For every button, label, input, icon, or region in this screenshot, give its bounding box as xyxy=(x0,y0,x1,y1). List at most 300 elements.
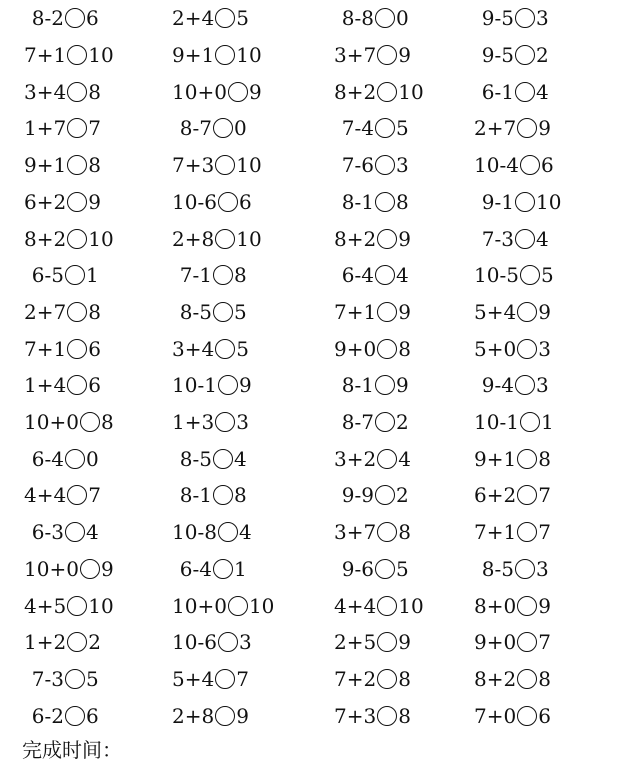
expression: 6+2 xyxy=(24,189,67,214)
comparison-problem xyxy=(172,0,322,37)
answer-circle[interactable] xyxy=(517,596,537,616)
comparison-problem xyxy=(172,367,322,404)
compare-number: 9 xyxy=(398,43,411,68)
comparison-problem xyxy=(172,587,322,624)
expression: 2+8 xyxy=(172,703,215,728)
answer-circle[interactable] xyxy=(520,265,540,285)
compare-number: 8 xyxy=(100,410,114,435)
expression: 9+0 xyxy=(334,336,377,361)
comparison-problem xyxy=(24,110,164,147)
expression: 10-4 xyxy=(474,153,519,178)
compare-number: 6 xyxy=(88,336,101,361)
answer-circle[interactable] xyxy=(377,669,397,689)
answer-circle[interactable] xyxy=(213,449,233,469)
comparison-problem xyxy=(474,147,614,184)
expression: 8-2 xyxy=(31,6,64,31)
answer-circle[interactable] xyxy=(228,82,248,102)
comparison-problem xyxy=(172,184,322,221)
expression: 7+3 xyxy=(334,703,377,728)
expression: 8-5 xyxy=(179,446,212,471)
comparison-problem xyxy=(474,37,614,74)
answer-circle[interactable] xyxy=(213,302,233,322)
comparison-problem xyxy=(334,440,474,477)
comparison-problem xyxy=(24,257,164,294)
comparison-problem xyxy=(24,367,164,404)
comparison-problem xyxy=(172,624,322,661)
comparison-problem xyxy=(172,37,322,74)
answer-circle[interactable] xyxy=(377,339,397,359)
answer-circle[interactable] xyxy=(67,302,87,322)
answer-circle[interactable] xyxy=(375,118,395,138)
answer-circle[interactable] xyxy=(377,302,397,322)
expression: 6-4 xyxy=(31,446,64,471)
answer-circle[interactable] xyxy=(520,412,540,432)
comparison-problem xyxy=(334,330,474,367)
answer-circle[interactable] xyxy=(213,485,233,505)
answer-circle[interactable] xyxy=(377,82,397,102)
expression: 3+7 xyxy=(334,520,377,545)
comparison-problem xyxy=(172,147,322,184)
answer-circle[interactable] xyxy=(377,449,397,469)
expression: 7+1 xyxy=(334,299,377,324)
answer-circle[interactable] xyxy=(67,229,87,249)
expression: 8-7 xyxy=(179,116,212,141)
expression: 2+5 xyxy=(334,630,377,655)
answer-circle[interactable] xyxy=(377,229,397,249)
expression: 6-3 xyxy=(31,520,64,545)
answer-circle[interactable] xyxy=(67,118,87,138)
answer-circle[interactable] xyxy=(377,522,397,542)
answer-circle[interactable] xyxy=(213,265,233,285)
expression: 9-5 xyxy=(481,43,514,68)
compare-number: 5 xyxy=(236,6,249,31)
answer-circle[interactable] xyxy=(375,155,395,175)
expression: 7-3 xyxy=(31,666,64,691)
expression: 6-1 xyxy=(481,79,514,104)
answer-circle[interactable] xyxy=(517,706,537,726)
comparison-problem xyxy=(172,404,322,441)
expression: 3+2 xyxy=(334,446,377,471)
expression: 10+0 xyxy=(172,593,227,618)
answer-circle[interactable] xyxy=(375,412,395,432)
expression: 8-1 xyxy=(341,189,374,214)
compare-number: 0 xyxy=(396,6,409,31)
comparison-problem xyxy=(172,257,322,294)
compare-number: 2 xyxy=(88,630,101,655)
expression: 7+0 xyxy=(474,703,517,728)
expression: 8-7 xyxy=(341,410,374,435)
expression: 4+5 xyxy=(24,593,67,618)
comparison-problem xyxy=(474,477,614,514)
answer-circle[interactable] xyxy=(375,192,395,212)
expression: 7+1 xyxy=(24,43,67,68)
expression: 8+2 xyxy=(24,226,67,251)
comparison-problem xyxy=(24,551,164,588)
compare-number: 9 xyxy=(538,299,551,324)
expression: 6+2 xyxy=(474,483,517,508)
problem-row xyxy=(0,440,620,477)
comparison-problem xyxy=(24,440,164,477)
comparison-problem xyxy=(334,404,474,441)
compare-number: 5 xyxy=(396,116,409,141)
comparison-problem xyxy=(334,367,474,404)
expression: 7-6 xyxy=(341,153,374,178)
comparison-problem xyxy=(24,73,164,110)
comparison-problem xyxy=(334,257,474,294)
compare-number: 7 xyxy=(88,116,101,141)
expression: 1+7 xyxy=(24,116,67,141)
comparison-problem xyxy=(172,697,322,734)
expression: 8-5 xyxy=(481,556,514,581)
problem-row xyxy=(0,551,620,588)
problem-row xyxy=(0,110,620,147)
compare-number: 3 xyxy=(396,153,409,178)
expression: 7-1 xyxy=(179,263,212,288)
answer-circle[interactable] xyxy=(67,596,87,616)
problem-row xyxy=(0,514,620,551)
compare-number: 2 xyxy=(396,483,409,508)
compare-number: 9 xyxy=(538,593,551,618)
expression: 2+4 xyxy=(172,6,215,31)
compare-number: 6 xyxy=(238,189,252,214)
expression: 4+4 xyxy=(24,483,67,508)
answer-circle[interactable] xyxy=(65,669,85,689)
comparison-problem xyxy=(474,514,614,551)
compare-number: 8 xyxy=(538,446,551,471)
expression: 9+1 xyxy=(474,446,517,471)
comparison-problem xyxy=(172,514,322,551)
comparison-problem xyxy=(24,661,164,698)
compare-number: 4 xyxy=(398,446,411,471)
expression: 10+0 xyxy=(172,79,227,104)
answer-circle[interactable] xyxy=(515,82,535,102)
compare-number: 7 xyxy=(236,666,249,691)
compare-number: 10 xyxy=(398,79,424,104)
comparison-problem xyxy=(334,514,474,551)
expression: 6-4 xyxy=(179,556,212,581)
expression: 7+1 xyxy=(24,336,67,361)
answer-circle[interactable] xyxy=(517,522,537,542)
compare-number: 3 xyxy=(238,630,252,655)
expression: 2+7 xyxy=(474,116,517,141)
compare-number: 0 xyxy=(86,446,99,471)
expression: 10-1 xyxy=(172,373,217,398)
answer-circle[interactable] xyxy=(517,632,537,652)
compare-number: 10 xyxy=(88,593,114,618)
comparison-problem xyxy=(24,330,164,367)
problem-row xyxy=(0,37,620,74)
answer-circle[interactable] xyxy=(515,375,535,395)
compare-number: 8 xyxy=(398,336,411,361)
answer-circle[interactable] xyxy=(377,706,397,726)
answer-circle[interactable] xyxy=(215,229,235,249)
expression: 5+0 xyxy=(474,336,517,361)
expression: 10+0 xyxy=(24,410,79,435)
answer-circle[interactable] xyxy=(375,485,395,505)
answer-circle[interactable] xyxy=(517,302,537,322)
comparison-problem xyxy=(334,477,474,514)
expression: 7-4 xyxy=(341,116,374,141)
expression: 9-4 xyxy=(481,373,514,398)
comparison-problem xyxy=(474,367,614,404)
answer-circle[interactable] xyxy=(515,8,535,28)
expression: 10+0 xyxy=(24,556,79,581)
compare-number: 4 xyxy=(536,79,549,104)
compare-number: 4 xyxy=(86,520,99,545)
comparison-problem xyxy=(334,624,474,661)
compare-number: 7 xyxy=(538,630,551,655)
answer-circle[interactable] xyxy=(65,706,85,726)
compare-number: 2 xyxy=(536,43,549,68)
answer-circle[interactable] xyxy=(377,45,397,65)
comparison-problem xyxy=(334,661,474,698)
answer-circle[interactable] xyxy=(375,8,395,28)
expression: 9+1 xyxy=(24,153,67,178)
compare-number: 1 xyxy=(234,556,247,581)
expression: 5+4 xyxy=(474,299,517,324)
expression: 7+1 xyxy=(474,520,517,545)
comparison-problem xyxy=(474,184,614,221)
compare-number: 7 xyxy=(88,483,101,508)
answer-circle[interactable] xyxy=(215,339,235,359)
comparison-problem xyxy=(24,0,164,37)
compare-number: 1 xyxy=(540,410,554,435)
comparison-problem xyxy=(334,587,474,624)
expression: 8+2 xyxy=(334,226,377,251)
compare-number: 9 xyxy=(248,79,262,104)
problem-row xyxy=(0,697,620,734)
answer-circle[interactable] xyxy=(228,596,248,616)
compare-number: 9 xyxy=(398,299,411,324)
expression: 9-6 xyxy=(341,556,374,581)
comparison-problem xyxy=(334,73,474,110)
comparison-problem xyxy=(334,294,474,331)
expression: 9+1 xyxy=(172,43,215,68)
answer-circle[interactable] xyxy=(65,265,85,285)
comparison-problem xyxy=(334,220,474,257)
comparison-problem xyxy=(24,477,164,514)
problem-row xyxy=(0,73,620,110)
compare-number: 6 xyxy=(86,703,99,728)
compare-number: 10 xyxy=(248,593,275,618)
expression: 1+4 xyxy=(24,373,67,398)
comparison-problem xyxy=(24,184,164,221)
comparison-problem xyxy=(24,404,164,441)
compare-number: 6 xyxy=(86,6,99,31)
comparison-problem xyxy=(24,697,164,734)
compare-number: 9 xyxy=(238,373,252,398)
answer-circle[interactable] xyxy=(215,45,235,65)
answer-circle[interactable] xyxy=(67,375,87,395)
answer-circle[interactable] xyxy=(517,449,537,469)
answer-circle[interactable] xyxy=(67,632,87,652)
answer-circle[interactable] xyxy=(377,632,397,652)
comparison-problem xyxy=(474,330,614,367)
expression: 5+4 xyxy=(172,666,215,691)
answer-circle[interactable] xyxy=(520,155,540,175)
comparison-problem xyxy=(474,587,614,624)
answer-circle[interactable] xyxy=(67,485,87,505)
comparison-problem xyxy=(24,624,164,661)
answer-circle[interactable] xyxy=(517,669,537,689)
compare-number: 10 xyxy=(88,226,114,251)
expression: 10-5 xyxy=(474,263,519,288)
compare-number: 5 xyxy=(540,263,554,288)
comparison-problem xyxy=(172,330,322,367)
compare-number: 6 xyxy=(538,703,551,728)
problem-row xyxy=(0,587,620,624)
answer-circle[interactable] xyxy=(218,192,238,212)
compare-number: 8 xyxy=(396,189,409,214)
compare-number: 5 xyxy=(236,336,249,361)
compare-number: 10 xyxy=(236,226,262,251)
problem-row xyxy=(0,477,620,514)
compare-number: 8 xyxy=(88,299,101,324)
comparison-problem xyxy=(172,110,322,147)
answer-circle[interactable] xyxy=(375,265,395,285)
completion-time-label: 完成时间： xyxy=(22,738,122,762)
comparison-problem xyxy=(474,440,614,477)
comparison-problem xyxy=(474,661,614,698)
expression: 7+2 xyxy=(334,666,377,691)
compare-number: 9 xyxy=(398,226,411,251)
compare-number: 4 xyxy=(238,520,252,545)
answer-circle[interactable] xyxy=(515,45,535,65)
comparison-problem xyxy=(474,294,614,331)
problem-row xyxy=(0,0,620,37)
comparison-problem xyxy=(24,37,164,74)
expression: 2+7 xyxy=(24,299,67,324)
compare-number: 3 xyxy=(236,410,249,435)
answer-circle[interactable] xyxy=(65,8,85,28)
compare-number: 6 xyxy=(88,373,101,398)
expression: 8-5 xyxy=(179,299,212,324)
answer-circle[interactable] xyxy=(65,449,85,469)
expression: 7+3 xyxy=(172,153,215,178)
problem-row xyxy=(0,147,620,184)
answer-circle[interactable] xyxy=(67,192,87,212)
compare-number: 9 xyxy=(236,703,249,728)
compare-number: 6 xyxy=(540,153,554,178)
answer-circle[interactable] xyxy=(517,339,537,359)
comparison-problem xyxy=(172,477,322,514)
comparison-problem xyxy=(474,73,614,110)
compare-number: 5 xyxy=(86,666,99,691)
expression: 10-1 xyxy=(474,410,519,435)
compare-number: 9 xyxy=(396,373,409,398)
compare-number: 8 xyxy=(234,483,247,508)
comparison-problem xyxy=(474,551,614,588)
answer-circle[interactable] xyxy=(375,559,395,579)
expression: 4+4 xyxy=(334,593,377,618)
compare-number: 9 xyxy=(88,189,101,214)
comparison-problem xyxy=(24,294,164,331)
comparison-problem xyxy=(24,587,164,624)
answer-circle[interactable] xyxy=(515,192,535,212)
comparison-problem xyxy=(172,220,322,257)
expression: 3+4 xyxy=(172,336,215,361)
answer-circle[interactable] xyxy=(215,706,235,726)
expression: 1+2 xyxy=(24,630,67,655)
expression: 3+4 xyxy=(24,79,67,104)
compare-number: 10 xyxy=(236,43,262,68)
comparison-problem xyxy=(334,551,474,588)
answer-circle[interactable] xyxy=(80,412,100,432)
answer-circle[interactable] xyxy=(218,632,238,652)
expression: 9-5 xyxy=(481,6,514,31)
problem-row xyxy=(0,330,620,367)
problem-row xyxy=(0,184,620,221)
problem-row xyxy=(0,624,620,661)
answer-circle[interactable] xyxy=(215,155,235,175)
compare-number: 10 xyxy=(88,43,114,68)
answer-circle[interactable] xyxy=(375,375,395,395)
answer-circle[interactable] xyxy=(213,559,233,579)
compare-number: 1 xyxy=(86,263,99,288)
answer-circle[interactable] xyxy=(215,8,235,28)
compare-number: 9 xyxy=(398,630,411,655)
problem-row xyxy=(0,367,620,404)
expression: 9-1 xyxy=(481,189,514,214)
answer-circle[interactable] xyxy=(377,596,397,616)
compare-number: 9 xyxy=(538,116,551,141)
answer-circle[interactable] xyxy=(67,155,87,175)
answer-circle[interactable] xyxy=(517,118,537,138)
expression: 8-1 xyxy=(341,373,374,398)
answer-circle[interactable] xyxy=(215,412,235,432)
comparison-problem xyxy=(172,73,322,110)
answer-circle[interactable] xyxy=(517,485,537,505)
expression: 6-2 xyxy=(31,703,64,728)
answer-circle[interactable] xyxy=(218,375,238,395)
expression: 8+0 xyxy=(474,593,517,618)
answer-circle[interactable] xyxy=(80,559,100,579)
answer-circle[interactable] xyxy=(65,522,85,542)
expression: 8-8 xyxy=(341,6,374,31)
expression: 8+2 xyxy=(334,79,377,104)
compare-number: 3 xyxy=(536,556,549,581)
answer-circle[interactable] xyxy=(515,229,535,249)
compare-number: 2 xyxy=(396,410,409,435)
answer-circle[interactable] xyxy=(515,559,535,579)
comparison-problem xyxy=(474,257,614,294)
answer-circle[interactable] xyxy=(67,339,87,359)
compare-number: 8 xyxy=(398,666,411,691)
answer-circle[interactable] xyxy=(67,45,87,65)
problem-row xyxy=(0,294,620,331)
answer-circle[interactable] xyxy=(213,118,233,138)
comparison-problem xyxy=(474,404,614,441)
answer-circle[interactable] xyxy=(218,522,238,542)
comparison-problem xyxy=(474,624,614,661)
answer-circle[interactable] xyxy=(215,669,235,689)
compare-number: 3 xyxy=(536,373,549,398)
comparison-problem xyxy=(334,110,474,147)
compare-number: 0 xyxy=(234,116,247,141)
compare-number: 8 xyxy=(398,520,411,545)
problem-row xyxy=(0,661,620,698)
answer-circle[interactable] xyxy=(67,82,87,102)
compare-number: 4 xyxy=(396,263,409,288)
expression: 9-9 xyxy=(341,483,374,508)
comparison-problem xyxy=(474,220,614,257)
problem-row xyxy=(0,257,620,294)
comparison-problem xyxy=(24,220,164,257)
comparison-problem xyxy=(172,294,322,331)
compare-number: 3 xyxy=(536,6,549,31)
comparison-problem xyxy=(474,697,614,734)
compare-number: 8 xyxy=(398,703,411,728)
